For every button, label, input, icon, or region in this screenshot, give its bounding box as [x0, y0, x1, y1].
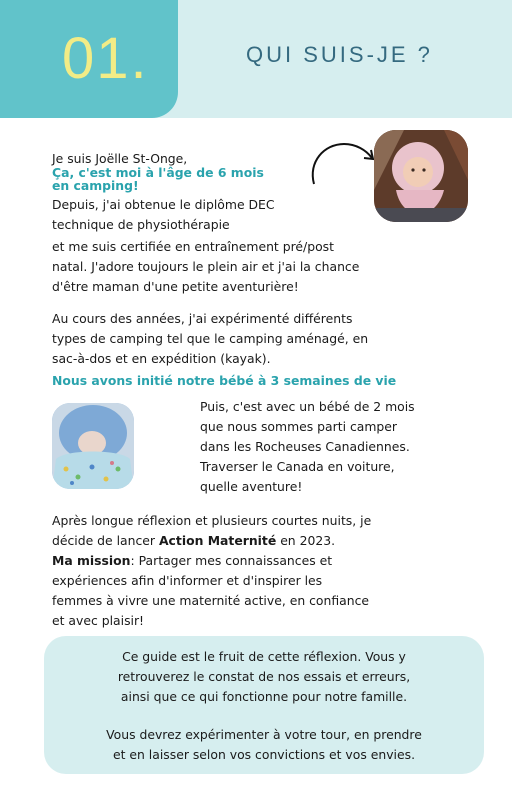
camping-line: Au cours des années, j'ai expérimenté différents	[52, 311, 353, 326]
mission-line	[52, 532, 335, 550]
intro-line: technique de physiothérapie	[52, 217, 230, 232]
guide-line: retrouverez le constat de nos essais et erreurs,	[117, 669, 411, 684]
photo-caption-line1: Ça, c'est moi à l'âge de 6 mois	[52, 165, 264, 180]
mission-line: expériences afin d'informer et d'inspirer les	[52, 573, 323, 588]
rockies-line: que nous sommes parti camper	[200, 419, 398, 434]
chapter-number: 01.	[62, 26, 149, 91]
baby-photo-2-months	[52, 403, 134, 489]
mission-text: décide de lancer	[52, 533, 159, 548]
mission-label: Ma mission	[52, 553, 131, 568]
curved-arrow-icon	[306, 138, 378, 188]
intro-line: Depuis, j'ai obtenue le diplôme DEC	[52, 197, 275, 212]
guide-line: Ce guide est le fruit de cette réflexion. Vous y	[122, 649, 406, 664]
mission-text: en 2023.	[276, 533, 336, 548]
mission-line: Après longue réflexion et plusieurs courtes nuits, je	[52, 513, 372, 528]
camping-line: types de camping tel que le camping aménagé, en	[52, 331, 369, 346]
intro-line: d'être maman d'une petite aventurière!	[52, 279, 299, 294]
intro-line: et me suis certifiée en entraînement pré/post	[52, 239, 334, 254]
guide-line: et en laisser selon vos convictions et vos envies.	[112, 747, 416, 762]
photo-caption-line2: en camping!	[52, 178, 139, 193]
brand-name: Action Maternité	[158, 533, 277, 548]
guide-line: Vous devrez expérimenter à votre tour, en prendre	[106, 727, 422, 742]
guide-info-box	[44, 636, 484, 774]
rockies-line: dans les Rocheuses Canadiennes.	[200, 439, 410, 454]
mission-text: : Partager mes connaissances et	[130, 553, 333, 568]
mission-line: femmes à vivre une maternité active, en confiance	[52, 593, 370, 608]
guide-line: ainsi que ce qui fonctionne pour notre famille.	[120, 689, 408, 704]
intro-line: natal. J'adore toujours le plein air et j'ai la chance	[52, 259, 360, 274]
mission-line	[52, 552, 332, 570]
chapter-number-block	[0, 0, 178, 118]
mission-line: et avec plaisir!	[52, 613, 145, 628]
rockies-line: quelle aventure!	[200, 479, 303, 494]
camping-line: sac-à-dos et en expédition (kayak).	[52, 351, 271, 366]
rockies-line: Puis, c'est avec un bébé de 2 mois	[200, 399, 415, 414]
page-title: QUI SUIS-JE ?	[246, 42, 433, 67]
rockies-line: Traverser le Canada en voiture,	[200, 459, 395, 474]
highlight-three-weeks: Nous avons initié notre bébé à 3 semaines de vie	[52, 373, 397, 388]
intro-greeting: Je suis Joëlle St-Onge,	[52, 151, 188, 166]
baby-photo-6-months	[374, 130, 468, 222]
